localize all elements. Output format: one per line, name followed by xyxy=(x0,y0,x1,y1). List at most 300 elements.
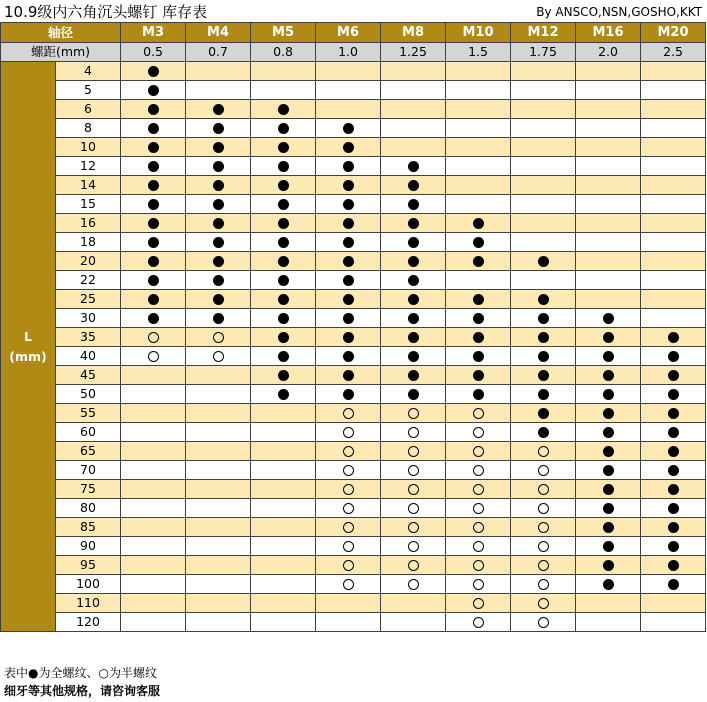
stock-cell xyxy=(381,138,446,157)
length-value: 10 xyxy=(56,138,121,157)
stock-cell xyxy=(121,100,186,119)
full-thread-dot-icon xyxy=(213,199,224,210)
stock-cell xyxy=(641,62,706,81)
length-value: 60 xyxy=(56,423,121,442)
size-m8: M8 xyxy=(381,23,446,43)
pitch-value: 0.8 xyxy=(251,43,316,62)
table-row xyxy=(1,309,706,328)
stock-cell xyxy=(446,366,511,385)
size-m5: M5 xyxy=(251,23,316,43)
legend-prefix: 表中 xyxy=(4,666,29,680)
stock-cell xyxy=(316,594,381,613)
full-thread-dot-icon xyxy=(408,370,419,381)
stock-cell xyxy=(511,442,576,461)
length-value: 12 xyxy=(56,157,121,176)
stock-cell xyxy=(641,594,706,613)
full-thread-dot-icon xyxy=(603,579,614,590)
full-thread-dot-icon xyxy=(603,408,614,419)
full-thread-dot-icon xyxy=(343,275,354,286)
stock-cell xyxy=(511,328,576,347)
full-thread-dot-icon xyxy=(278,142,289,153)
full-thread-dot-icon xyxy=(603,370,614,381)
pitch-value: 2.5 xyxy=(641,43,706,62)
pitch-label: 螺距(mm) xyxy=(1,43,121,62)
stock-cell xyxy=(186,461,251,480)
stock-cell xyxy=(251,480,316,499)
size-header-row xyxy=(1,23,706,43)
half-thread-circle-icon xyxy=(408,427,419,438)
stock-cell xyxy=(576,385,641,404)
full-thread-dot-icon xyxy=(343,161,354,172)
stock-cell xyxy=(641,233,706,252)
stock-cell xyxy=(446,575,511,594)
stock-cell xyxy=(576,290,641,309)
stock-cell xyxy=(121,423,186,442)
stock-cell xyxy=(251,157,316,176)
full-thread-dot-icon xyxy=(603,484,614,495)
stock-cell xyxy=(121,176,186,195)
full-thread-dot-icon xyxy=(473,218,484,229)
stock-cell xyxy=(446,100,511,119)
stock-cell xyxy=(316,366,381,385)
stock-cell xyxy=(511,366,576,385)
full-thread-dot-icon xyxy=(668,332,679,343)
full-thread-dot-icon xyxy=(603,541,614,552)
full-thread-dot-icon xyxy=(408,294,419,305)
table-row xyxy=(1,442,706,461)
stock-cell xyxy=(121,442,186,461)
stock-cell xyxy=(251,214,316,233)
full-thread-dot-icon xyxy=(278,313,289,324)
stock-cell xyxy=(381,480,446,499)
half-thread-circle-icon xyxy=(538,598,549,609)
stock-cell xyxy=(251,62,316,81)
half-thread-circle-icon xyxy=(408,560,419,571)
half-thread-circle-icon xyxy=(343,503,354,514)
length-value: 70 xyxy=(56,461,121,480)
table-row xyxy=(1,518,706,537)
full-thread-dot-icon xyxy=(603,389,614,400)
stock-cell xyxy=(316,556,381,575)
pitch-value: 1.5 xyxy=(446,43,511,62)
stock-cell xyxy=(121,404,186,423)
full-thread-dot-icon xyxy=(343,199,354,210)
half-thread-circle-icon xyxy=(213,332,224,343)
full-thread-dot-icon xyxy=(408,351,419,362)
pitch-value: 2.0 xyxy=(576,43,641,62)
full-thread-dot-icon xyxy=(148,256,159,267)
length-value: 65 xyxy=(56,442,121,461)
full-thread-dot-icon xyxy=(408,275,419,286)
table-row xyxy=(1,499,706,518)
stock-cell xyxy=(446,81,511,100)
stock-cell xyxy=(186,252,251,271)
stock-cell xyxy=(121,138,186,157)
stock-cell xyxy=(446,252,511,271)
stock-cell xyxy=(576,613,641,632)
stock-cell xyxy=(316,328,381,347)
full-thread-dot-icon xyxy=(408,199,419,210)
stock-cell xyxy=(251,290,316,309)
stock-cell xyxy=(316,81,381,100)
full-thread-dot-icon xyxy=(278,180,289,191)
stock-cell xyxy=(511,347,576,366)
stock-cell xyxy=(186,594,251,613)
stock-cell xyxy=(316,385,381,404)
full-thread-dot-icon xyxy=(213,275,224,286)
half-thread-circle-icon xyxy=(343,560,354,571)
half-thread-circle-icon xyxy=(473,598,484,609)
stock-cell xyxy=(251,594,316,613)
stock-cell xyxy=(251,537,316,556)
full-thread-dot-icon xyxy=(148,199,159,210)
stock-cell xyxy=(446,290,511,309)
stock-cell xyxy=(576,81,641,100)
stock-cell xyxy=(251,309,316,328)
full-thread-dot-icon xyxy=(408,389,419,400)
table-row xyxy=(1,233,706,252)
half-thread-circle-icon xyxy=(408,484,419,495)
length-label: L xyxy=(24,328,32,344)
stock-cell xyxy=(511,499,576,518)
stock-cell xyxy=(511,556,576,575)
stock-cell xyxy=(381,613,446,632)
table-row xyxy=(1,119,706,138)
stock-cell xyxy=(576,233,641,252)
stock-cell xyxy=(316,613,381,632)
length-value: 35 xyxy=(56,328,121,347)
full-thread-dot-icon xyxy=(408,161,419,172)
full-thread-dot-icon xyxy=(668,522,679,533)
stock-cell xyxy=(186,499,251,518)
table-row xyxy=(1,480,706,499)
full-thread-dot-icon xyxy=(668,560,679,571)
full-thread-dot-icon xyxy=(148,142,159,153)
half-thread-circle-icon xyxy=(343,408,354,419)
stock-cell xyxy=(186,385,251,404)
stock-cell xyxy=(446,271,511,290)
stock-cell xyxy=(641,385,706,404)
half-thread-circle-icon xyxy=(473,617,484,628)
stock-cell xyxy=(381,556,446,575)
stock-cell xyxy=(576,176,641,195)
stock-cell xyxy=(121,233,186,252)
brand-list: By ANSCO,NSN,GOSHO,KKT xyxy=(536,5,702,19)
stock-cell xyxy=(316,233,381,252)
stock-cell xyxy=(641,442,706,461)
table-row xyxy=(1,214,706,233)
full-thread-dot-icon xyxy=(668,351,679,362)
length-value: 55 xyxy=(56,404,121,423)
stock-cell xyxy=(381,499,446,518)
half-thread-circle-icon xyxy=(538,541,549,552)
legend-full-thread: ●为全螺纹、 xyxy=(28,666,99,680)
stock-cell xyxy=(121,347,186,366)
table-row xyxy=(1,575,706,594)
stock-cell xyxy=(381,271,446,290)
length-value: 90 xyxy=(56,537,121,556)
half-thread-circle-icon xyxy=(408,465,419,476)
stock-cell xyxy=(446,556,511,575)
pitch-value: 1.75 xyxy=(511,43,576,62)
legend-note xyxy=(4,665,157,681)
stock-cell xyxy=(511,404,576,423)
half-thread-circle-icon xyxy=(538,579,549,590)
full-thread-dot-icon xyxy=(538,332,549,343)
stock-cell xyxy=(511,537,576,556)
full-thread-dot-icon xyxy=(668,465,679,476)
stock-cell xyxy=(121,252,186,271)
full-thread-dot-icon xyxy=(343,218,354,229)
full-thread-dot-icon xyxy=(473,313,484,324)
stock-cell xyxy=(511,385,576,404)
stock-cell xyxy=(251,347,316,366)
stock-cell xyxy=(186,290,251,309)
full-thread-dot-icon xyxy=(278,237,289,248)
stock-cell xyxy=(576,480,641,499)
full-thread-dot-icon xyxy=(603,503,614,514)
stock-cell xyxy=(511,518,576,537)
full-thread-dot-icon xyxy=(148,237,159,248)
stock-cell xyxy=(186,100,251,119)
stock-cell xyxy=(251,556,316,575)
stock-cell xyxy=(641,537,706,556)
stock-cell xyxy=(381,252,446,271)
stock-cell xyxy=(446,62,511,81)
stock-cell xyxy=(446,233,511,252)
length-value: 25 xyxy=(56,290,121,309)
full-thread-dot-icon xyxy=(343,142,354,153)
stock-cell xyxy=(186,233,251,252)
full-thread-dot-icon xyxy=(343,389,354,400)
full-thread-dot-icon xyxy=(538,294,549,305)
full-thread-dot-icon xyxy=(473,332,484,343)
stock-cell xyxy=(381,366,446,385)
stock-cell xyxy=(381,328,446,347)
stock-cell xyxy=(316,499,381,518)
length-value: 18 xyxy=(56,233,121,252)
stock-cell xyxy=(121,480,186,499)
stock-cell xyxy=(251,119,316,138)
stock-cell xyxy=(186,537,251,556)
stock-cell xyxy=(576,214,641,233)
stock-table xyxy=(0,22,706,632)
stock-cell xyxy=(186,442,251,461)
full-thread-dot-icon xyxy=(603,560,614,571)
stock-cell xyxy=(641,518,706,537)
stock-cell xyxy=(576,157,641,176)
stock-cell xyxy=(381,594,446,613)
stock-cell xyxy=(381,423,446,442)
half-thread-circle-icon xyxy=(343,484,354,495)
stock-cell xyxy=(511,119,576,138)
full-thread-dot-icon xyxy=(213,104,224,115)
stock-cell xyxy=(316,423,381,442)
stock-cell xyxy=(511,423,576,442)
stock-cell xyxy=(576,252,641,271)
half-thread-circle-icon xyxy=(343,522,354,533)
half-thread-circle-icon xyxy=(343,465,354,476)
stock-cell xyxy=(576,537,641,556)
stock-cell xyxy=(511,594,576,613)
stock-cell xyxy=(511,461,576,480)
stock-cell xyxy=(186,195,251,214)
length-unit: (mm) xyxy=(9,348,47,364)
stock-cell xyxy=(641,328,706,347)
stock-cell xyxy=(316,480,381,499)
full-thread-dot-icon xyxy=(213,313,224,324)
table-row xyxy=(1,290,706,309)
table-row xyxy=(1,176,706,195)
stock-cell xyxy=(121,157,186,176)
full-thread-dot-icon xyxy=(343,351,354,362)
stock-cell xyxy=(446,442,511,461)
stock-cell xyxy=(381,575,446,594)
stock-cell xyxy=(251,81,316,100)
stock-cell xyxy=(511,575,576,594)
stock-cell xyxy=(186,81,251,100)
stock-cell xyxy=(121,328,186,347)
length-value: 40 xyxy=(56,347,121,366)
stock-cell xyxy=(251,252,316,271)
stock-cell xyxy=(641,499,706,518)
stock-cell xyxy=(316,442,381,461)
stock-cell xyxy=(641,575,706,594)
half-thread-circle-icon xyxy=(473,522,484,533)
half-thread-circle-icon xyxy=(408,579,419,590)
stock-cell xyxy=(316,404,381,423)
stock-cell xyxy=(446,499,511,518)
size-m3: M3 xyxy=(121,23,186,43)
size-m4: M4 xyxy=(186,23,251,43)
stock-cell xyxy=(576,100,641,119)
full-thread-dot-icon xyxy=(213,180,224,191)
stock-cell xyxy=(316,290,381,309)
stock-cell xyxy=(446,138,511,157)
full-thread-dot-icon xyxy=(343,123,354,134)
stock-cell xyxy=(186,556,251,575)
length-value: 16 xyxy=(56,214,121,233)
stock-cell xyxy=(251,461,316,480)
full-thread-dot-icon xyxy=(538,351,549,362)
stock-cell xyxy=(316,100,381,119)
stock-cell xyxy=(446,461,511,480)
length-value: 8 xyxy=(56,119,121,138)
stock-cell xyxy=(641,100,706,119)
table-row xyxy=(1,252,706,271)
full-thread-dot-icon xyxy=(343,294,354,305)
half-thread-circle-icon xyxy=(343,427,354,438)
stock-cell xyxy=(251,442,316,461)
pitch-value: 0.7 xyxy=(186,43,251,62)
stock-cell xyxy=(641,404,706,423)
stock-cell xyxy=(576,461,641,480)
half-thread-circle-icon xyxy=(408,522,419,533)
stock-cell xyxy=(186,575,251,594)
length-value: 5 xyxy=(56,81,121,100)
full-thread-dot-icon xyxy=(668,541,679,552)
stock-cell xyxy=(316,309,381,328)
length-value: 15 xyxy=(56,195,121,214)
full-thread-dot-icon xyxy=(278,294,289,305)
half-thread-circle-icon xyxy=(148,332,159,343)
full-thread-dot-icon xyxy=(278,275,289,286)
stock-cell xyxy=(641,157,706,176)
full-thread-dot-icon xyxy=(473,256,484,267)
half-thread-circle-icon xyxy=(343,579,354,590)
length-value: 20 xyxy=(56,252,121,271)
stock-cell xyxy=(446,328,511,347)
stock-table-body xyxy=(1,62,706,632)
length-value: 4 xyxy=(56,62,121,81)
stock-cell xyxy=(446,347,511,366)
stock-cell xyxy=(121,537,186,556)
table-row xyxy=(1,138,706,157)
stock-cell xyxy=(186,271,251,290)
full-thread-dot-icon xyxy=(668,503,679,514)
stock-cell xyxy=(446,480,511,499)
half-thread-circle-icon xyxy=(473,465,484,476)
stock-cell xyxy=(121,119,186,138)
stock-cell xyxy=(381,119,446,138)
stock-cell xyxy=(316,575,381,594)
half-thread-circle-icon xyxy=(473,446,484,457)
stock-cell xyxy=(641,81,706,100)
stock-cell xyxy=(641,366,706,385)
table-row xyxy=(1,537,706,556)
length-value: 120 xyxy=(56,613,121,632)
page-title: 10.9级内六角沉头螺钉 库存表 xyxy=(4,3,208,21)
stock-cell xyxy=(186,347,251,366)
half-thread-circle-icon xyxy=(408,541,419,552)
full-thread-dot-icon xyxy=(213,123,224,134)
full-thread-dot-icon xyxy=(473,351,484,362)
table-row xyxy=(1,613,706,632)
stock-cell xyxy=(576,195,641,214)
stock-cell xyxy=(641,214,706,233)
half-thread-circle-icon xyxy=(473,427,484,438)
stock-cell xyxy=(121,518,186,537)
stock-cell xyxy=(186,518,251,537)
stock-cell xyxy=(316,271,381,290)
length-value: 85 xyxy=(56,518,121,537)
half-thread-circle-icon xyxy=(538,522,549,533)
half-thread-circle-icon xyxy=(538,617,549,628)
stock-cell xyxy=(511,613,576,632)
half-thread-circle-icon xyxy=(538,465,549,476)
stock-cell xyxy=(511,195,576,214)
stock-cell xyxy=(446,157,511,176)
stock-cell xyxy=(446,176,511,195)
stock-cell xyxy=(446,594,511,613)
size-m6: M6 xyxy=(316,23,381,43)
stock-cell xyxy=(381,461,446,480)
length-value: 6 xyxy=(56,100,121,119)
half-thread-circle-icon xyxy=(538,503,549,514)
full-thread-dot-icon xyxy=(408,218,419,229)
stock-cell xyxy=(186,309,251,328)
stock-cell xyxy=(576,62,641,81)
half-thread-circle-icon xyxy=(473,541,484,552)
half-thread-circle-icon xyxy=(343,541,354,552)
half-thread-circle-icon xyxy=(213,351,224,362)
stock-cell xyxy=(121,385,186,404)
stock-cell xyxy=(381,290,446,309)
stock-cell xyxy=(251,328,316,347)
full-thread-dot-icon xyxy=(538,370,549,381)
stock-cell xyxy=(381,347,446,366)
full-thread-dot-icon xyxy=(603,313,614,324)
